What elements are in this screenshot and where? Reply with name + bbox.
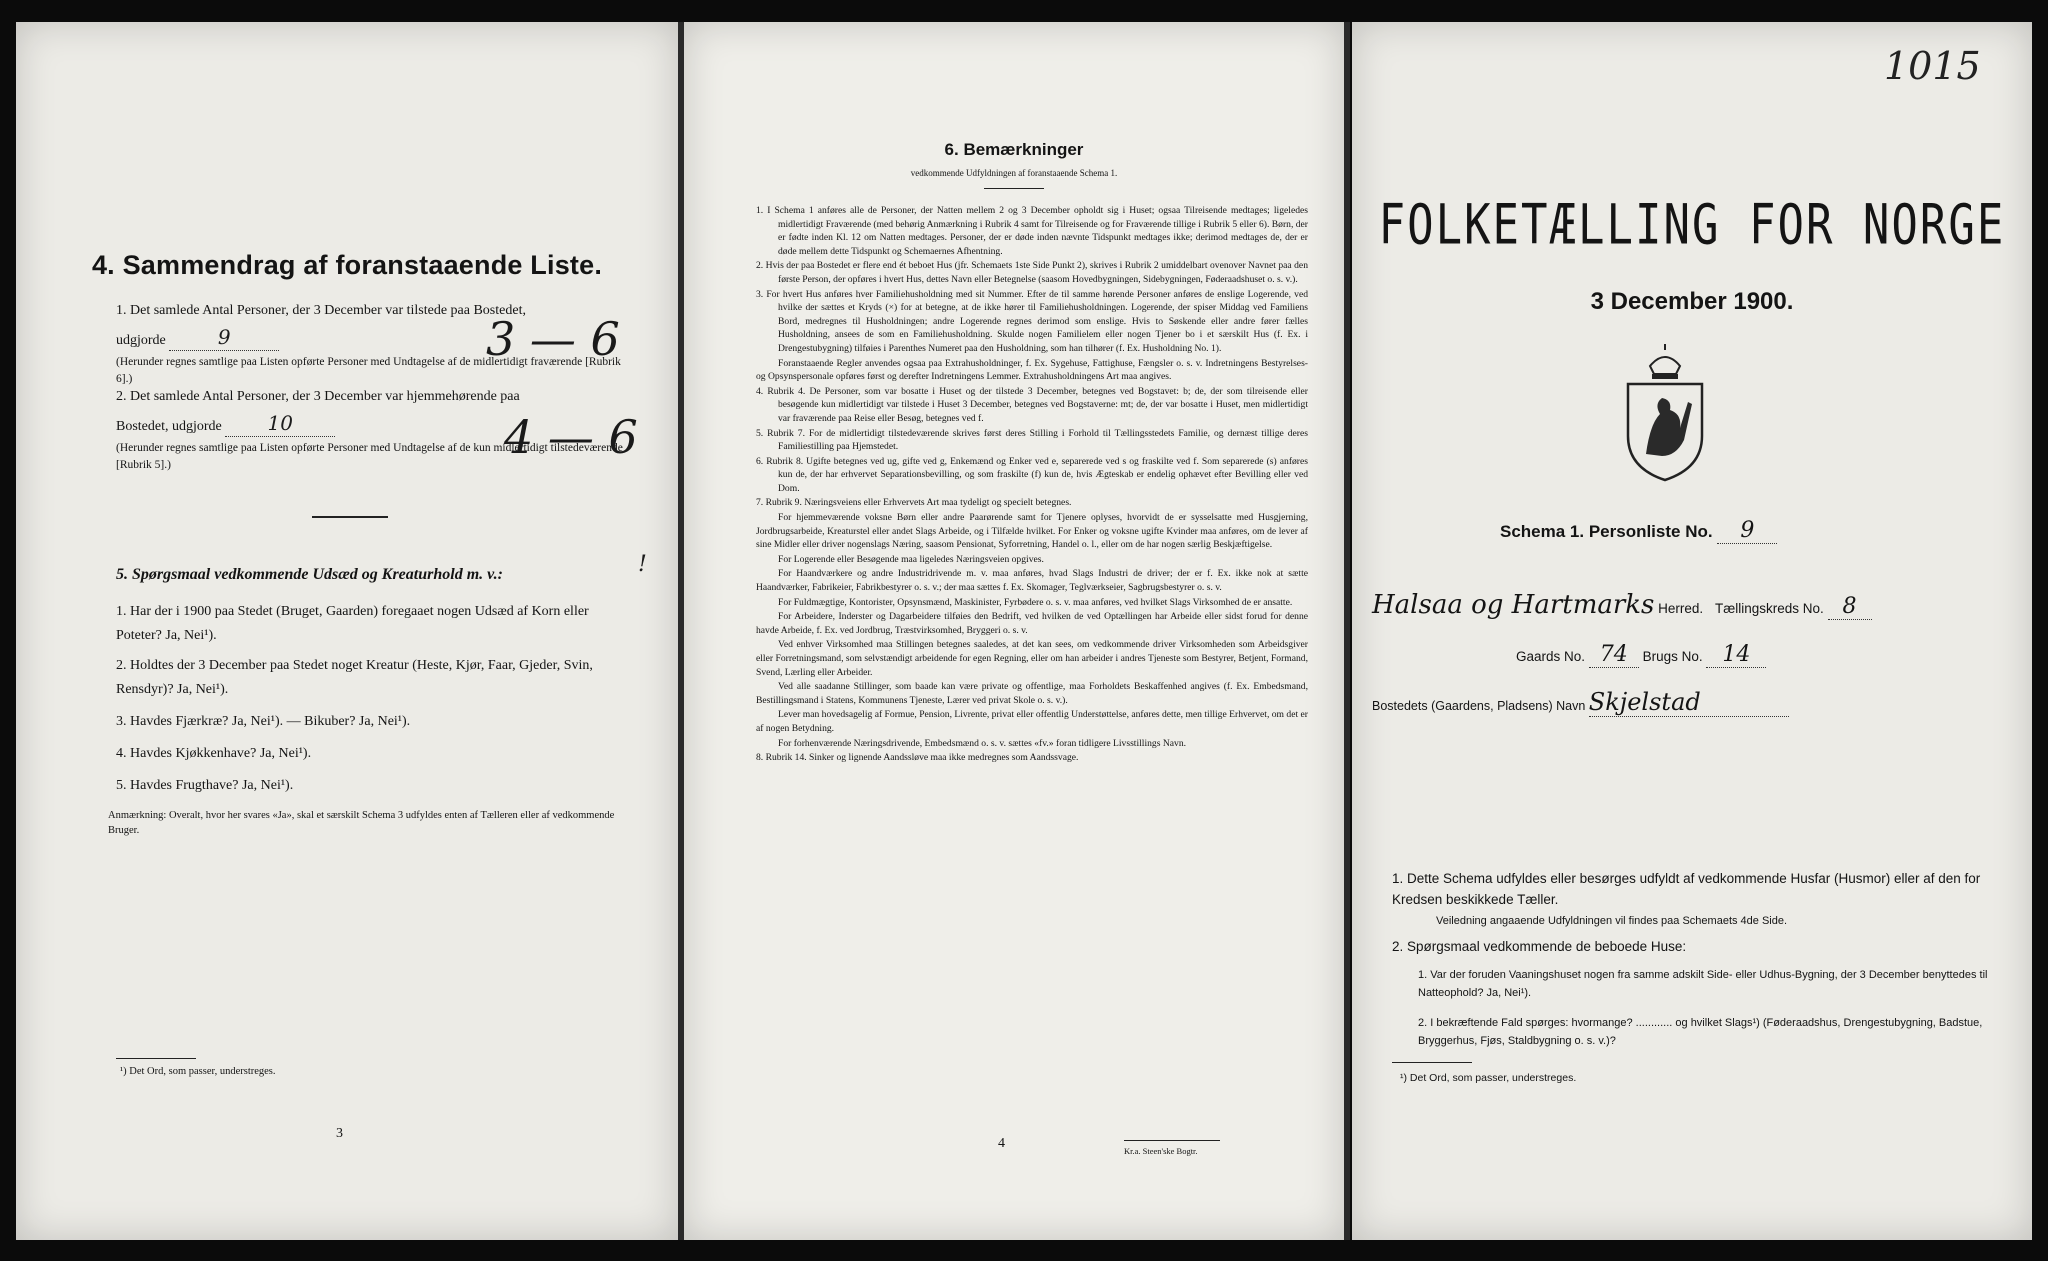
item2-value: 10 [225,410,335,437]
footnote: ¹) Det Ord, som passer, understreges. [1400,1072,1577,1084]
remark-item: 3. For hvert Hus anføres hver Familiehusholdning med sit Nummer. Efter de til samme hørende Personer anføres de enslige Logerende, ved hvilke der sættes et Kryds (×) for at betegne, at de ikke hører til Familiehusholdningen. Logerende, der spiser Middag ved Familiens Bord, medregnes til Husholdningen; andre Logerende regnes derimod som enslige. Hvis to Søskende eller andre fører fælles Husholdning, ansees de som en Familiehusholdning. Skulde nogen Familielem eller nogen Tjener bo i et særskilt Hus (f. Ex. i Drengestubygning) tilføies i Parenthes Numeret paa den Husholdning, som han tilhører (f. Ex. Husholdning No. 1). [756,288,1308,354]
remarks-list [756,204,1308,766]
margin-mark: ! [638,552,647,577]
remark-item: For hjemmeværende voksne Børn eller andre Paarørende samt for Tjenere oplyses, hvorvidt de er sysselsatte med Husgjerning, Jordbrugsarbeide, Kreaturstel eller andet Slags Arbeide, og i Tilfælde hvilket. For Enker og voksne ugifte Kvinder maa anføres, om de lever af sine Midler eller driver nogenslags Næring, saasom Pensionat, Syforretning, Handel o. l., eller om de har nogen særlig Beskjæftigelse. [756,512,1308,551]
archive-number: 1015 [1884,44,1981,88]
remark-item: Ved alle saadanne Stillinger, som baade kan være private og offentlige, maa Forholdets Beskaffenhed angives (f. Ex. Embedsmand, Bestillingsmand i Statens, Kommunens Tjeneste, Lærer ved privat Skole o. s. v.). [756,681,1308,706]
footnote-rule [116,1058,196,1059]
herred-label: Herred. [1658,601,1704,616]
census-page-middle [684,22,1344,1240]
item1-value: 9 [169,324,279,351]
brugs-value: 14 [1706,642,1766,668]
census-date: 3 December 1900. [1590,288,1794,315]
remark-item: Foranstaaende Regler anvendes ogsaa paa Extrahusholdninger, f. Ex. Sygehuse, Fattighuse, Fængsler o. s. v. Indretningens Bestyrelses- og Opsynspersonale opføres først og derefter Indretningens Lemmer. Extrahusholdningens Art maa angives. [756,357,1308,383]
remarks-subtitle: vedkommende Udfyldningen af foranstaaende Schema 1. [910,168,1118,178]
item2-line1: 2. Det samlede Antal Personer, der 3 December var hjemmehørende paa [116,389,520,404]
census-page-left [16,22,678,1240]
remark-item: 8. Rubrik 14. Sinker og lignende Aandssløve maa ikke medregnes som Aandssvage. [756,752,1079,764]
item2-note: (Herunder regnes samtlige paa Listen opførte Personer med Undtagelse af de kun midlertidigt tilstedeværende [Rubrik 5].) [116,442,623,471]
remark-item: For Haandværkere og andre Industridrivende m. v. maa anføres, hvad Slags Industri de driver; der er f. Ex. ikke nok at sætte Haandværker, Fabrikeier, Fabrikbestyrer o. s. v.; der maa sættes f. Ex. Skomager, Teglværkseier, Sagbrugsbestyrer o. s. v. [756,568,1308,594]
page-number: 4 [998,1136,1005,1151]
herred-field [1372,590,1872,620]
footnote: ¹) Det Ord, som passer, understreges. [120,1066,276,1077]
kreds-label: Tællingskreds No. [1714,601,1824,616]
remark-item: For Logerende eller Besøgende maa ligeledes Næringsveien opgives. [778,553,1044,565]
remark-item: 2. Hvis der paa Bostedet er flere end ét beboet Hus (jfr. Schemaets 1ste Side Punkt 2), skrives i Rubrik 2 umiddelbart ovenover Navnet paa den første Person, der opføres i hvert Hus, dettes Navn eller Betegnelse (saasom Hovedbygningen, Sidebygningen, Føderaadshuset o. s. v.). [756,260,1308,285]
printer-mark: Kr.a. Steen'ske Bogtr. [1124,1146,1198,1156]
question-1: 1. Har der i 1900 paa Stedet (Bruget, Gaarden) foregaaet nogen Udsæd af Korn eller Poteter? Ja, Nei¹). [116,604,589,643]
section-divider [312,516,388,518]
section5-title: 5. Spørgsmaal vedkommende Udsæd og Kreaturhold m. v.: [116,566,503,583]
item2-tally: 4 — 6 [504,410,638,464]
instruction-1-sub: Veiledning angaaende Udfyldningen vil findes paa Schemaets 4de Side. [1436,915,1788,927]
instruction-2-1: 1. Var der foruden Vaaningshuset nogen fra samme adskilt Side- eller Udhus-Bygning, der 3 December benyttedes til Natteophold? Ja, Nei¹). [1418,969,1988,999]
remark: Anmærkning: Overalt, hvor her svares «Ja», skal et særskilt Schema 3 udfyldes enten af Tælleren eller af vedkommende Bruger. [108,810,615,836]
personliste-no: 9 [1717,518,1777,544]
remark-item: 4. Rubrik 4. De Personer, som var bosatte i Huset og der tilstede 3 December, betegnes ved Bogstavet: b; de, der som tilreisende eller besøgende kun midlertidigt var tilstede i Huset 3 December, betegnes ved Bogstaverne: mt; de, der var bosatte i Huset, men midlertidigt var fraværende paa Reise eller Besøg, betegnes ved f. [756,385,1308,424]
remark-item: For Fuldmægtige, Kontorister, Opsynsmænd, Maskinister, Fyrbødere o. s. v. maa anføres, ved hvilket Slags Virksomhed de er ansatte. [778,596,1293,608]
footnote-rule [1392,1062,1472,1063]
item1-tally: 3 — 6 [486,312,620,366]
remark-item: For forhenværende Næringsdrivende, Embedsmænd o. s. v. sættes «fv.» foran tidligere Livsstillings Navn. [778,737,1187,749]
bosted-label: Bostedets (Gaardens, Pladsens) Navn [1372,699,1586,713]
item2-label: Bostedet, udgjorde [116,419,222,434]
kreds-value: 8 [1828,594,1872,620]
herred-value: Halsaa og Hartmarks [1372,590,1655,620]
item1-line1: 1. Det samlede Antal Personer, der 3 December var tilstede paa Bostedet, [116,303,526,318]
remark-item: Lever man hovedsagelig af Formue, Pension, Livrente, privat eller offentlig Understøttelse, anføres dette, men tillige Erhvervet, om det er af nogen Betydning. [756,709,1308,734]
gaards-label: Gaards No. [1516,649,1586,664]
bosted-value: Skjelstad [1589,688,1789,717]
schema-label: Schema 1. Personliste No. [1500,522,1713,541]
printer-rule [1124,1140,1220,1141]
remark-item: For Arbeidere, Inderster og Dagarbeidere tilføies den Bedrift, ved hvilken de ved Optællingen har Arbeide eller sidst forud for denne havde Arbeide, f. Ex. ved Jordbrug, Træstvirksomhed, Bryggeri o. s. v. [756,611,1308,636]
page-fold-2 [1344,22,1350,1240]
instruction-1: 1. Dette Schema udfyldes eller besørges udfyldt af vedkommende Husfar (Husmor) eller af den for Kredsen beskikkede Tæller. [1392,871,1981,907]
census-page-right [1352,22,2032,1240]
question-2: 2. Holdtes der 3 December paa Stedet noget Kreatur (Heste, Kjør, Faar, Gjeder, Svin, Rensdyr)? Ja, Nei¹). [116,658,593,697]
remark-item: 1. I Schema 1 anføres alle de Personer, der Natten mellem 2 og 3 December opholdt sig i Huset; ogsaa Tilreisende medtages; ligeledes midlertidigt Fraværende (med behørig Anmærkning i Rubrik 4 samt for Tilreisende og for Fraværende tillige i Rubrik 5 eller 6). Børn, der er fødte inden Kl. 12 om Natten medtages. Personer, der er døde inden nævnte Tidspunkt medtages ikke; derimod medtages de, der er døde mellem dette Tidspunkt og Schemaernes Afhentning. [756,205,1308,257]
remark-item: 6. Rubrik 8. Ugifte betegnes ved ug, gifte ved g, Enkemænd og Enker ved e, separerede ved s og fraskilte ved f. Som separerede (s) anføres kun de, der har erhvervet Separationsbevilling, og som fraskilte (f) kun de, hvis Ægteskab er endelig ophævet efter Bevilling eller ved Dom. [756,455,1308,494]
question-3: 3. Havdes Fjærkræ? Ja, Nei¹). — Bikuber? Ja, Nei¹). [116,714,411,729]
gaards-field [1516,642,1766,668]
gaards-value: 74 [1589,642,1639,668]
brugs-label: Brugs No. [1642,649,1703,664]
instruction-2-2: 2. I bekræftende Fald spørges: hvormange? ............ og hvilket Slags¹) (Føderaadshus, Drengestubygning, Badstue, Bryggerhus, Fjøs, Staldbygning o. s. v.)? [1418,1017,1983,1047]
remark-item: 7. Rubrik 9. Næringsveiens eller Erhvervets Art maa tydeligt og specielt betegnes. [756,497,1072,509]
item1-label: udgjorde [116,333,166,348]
summary-title: 4. Sammendrag af foranstaaende Liste. [91,250,603,280]
bosted-field [1372,688,1789,717]
question-5: 5. Havdes Frugthave? Ja, Nei¹). [116,778,294,793]
remarks-rule [984,188,1044,189]
census-title: FOLKETÆLLING FOR NORGE [1378,193,2006,258]
page-number: 3 [336,1126,343,1141]
remark-item: 5. Rubrik 7. For de midlertidigt tilstedeværende skrives først deres Stilling i Forhold til Tællingsstedets Familie, og dernæst tillige deres Familiestilling paa Hjemstedet. [756,427,1308,453]
instruction-2: 2. Spørgsmaal vedkommende de beboede Huse: [1392,939,1687,954]
schema-line [1500,518,1777,544]
remark-item: Ved enhver Virksomhed maa Stillingen betegnes saaledes, at det kan sees, om vedkommende driver Virksomheden som Arbeidsgiver eller Forretningsmand, som selvstændigt arbeidende for egen Regning, eller om han arbeider i andres Tjeneste som Bestyrer, Betjent, Formand, Svend, Lærling eller Arbeider. [756,639,1308,678]
question-4: 4. Havdes Kjøkkenhave? Ja, Nei¹). [116,746,312,761]
coat-of-arms-icon [1610,344,1720,484]
item1-note: (Herunder regnes samtlige paa Listen opførte Personer med Undtagelse af de midlertidigt fraværende [Rubrik 6].) [116,356,621,385]
remarks-title: 6. Bemærkninger [944,140,1084,159]
